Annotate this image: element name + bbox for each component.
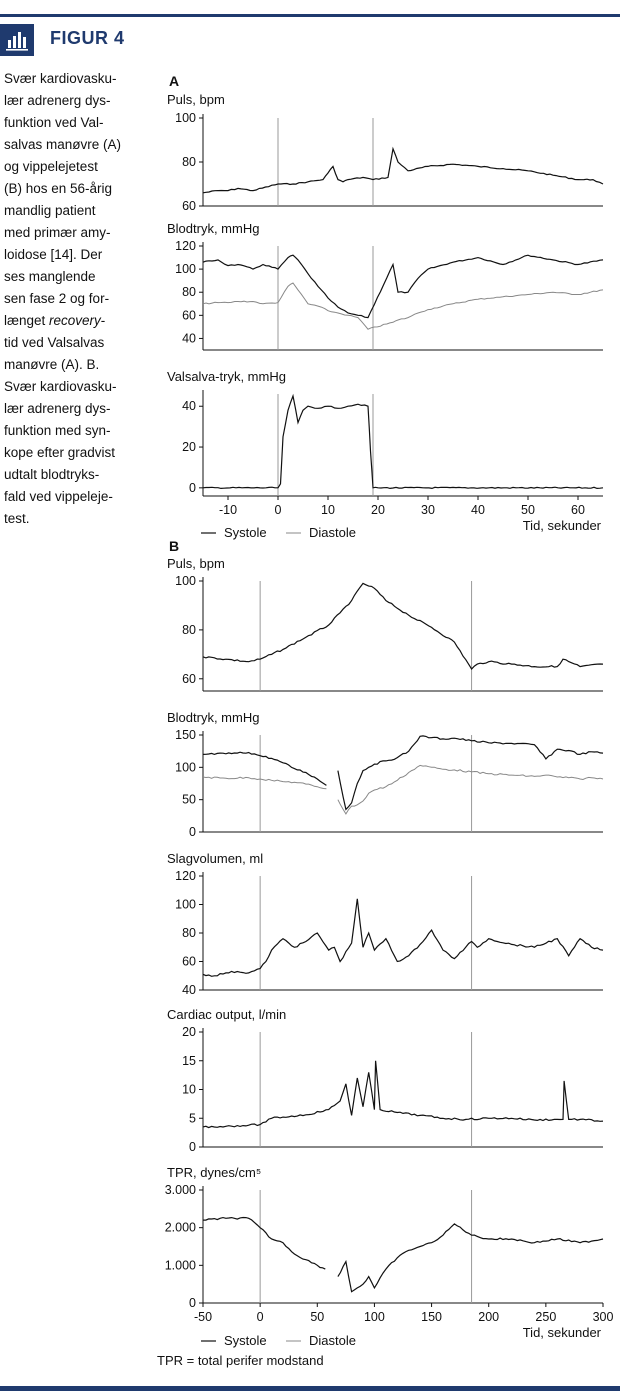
caption-line: loidose [14]. Der bbox=[4, 247, 103, 262]
b-tpr-x-tick-label: 250 bbox=[535, 1310, 557, 1324]
b-slagvolumen-y-tick-label: 40 bbox=[182, 983, 196, 997]
b-cardiac-output-y-tick-label: 20 bbox=[182, 1025, 196, 1039]
caption-line: lær adrenerg dys- bbox=[4, 93, 111, 108]
b-slagvolumen-title: Slagvolumen, ml bbox=[167, 851, 264, 866]
bottom-rule bbox=[0, 1386, 620, 1391]
a-blodtryk-y-tick-label: 60 bbox=[182, 308, 196, 323]
caption-line: og vippelejetest bbox=[4, 159, 98, 174]
b-cardiac-output-title: Cardiac output, l/min bbox=[167, 1007, 287, 1022]
a-valsalva-x-tick-label: 50 bbox=[521, 503, 535, 517]
b-blodtryk-y-tick-label: 0 bbox=[189, 825, 196, 839]
b-tpr-series-line bbox=[203, 1218, 325, 1270]
b-puls-title: Puls, bpm bbox=[167, 556, 225, 571]
b-tpr-x-tick-label: 150 bbox=[421, 1310, 443, 1324]
b-cardiac-output-y-tick-label: 10 bbox=[182, 1082, 196, 1097]
b-tpr-x-tick-label: -50 bbox=[193, 1310, 213, 1324]
a-valsalva-y-tick-label: 20 bbox=[182, 440, 196, 455]
a-blodtryk-y-tick-label: 100 bbox=[175, 262, 196, 277]
b-puls-y-tick-label: 80 bbox=[182, 622, 196, 637]
b-cardiac-output-y-tick-label: 5 bbox=[189, 1111, 196, 1126]
panel-b-label: B bbox=[169, 538, 180, 554]
caption-line: (B) hos en 56-årig bbox=[4, 181, 113, 196]
legend-a-systole-label: Systole bbox=[224, 525, 267, 540]
footnote: TPR = total perifer modstand bbox=[157, 1353, 324, 1368]
a-valsalva-x-tick-label: -10 bbox=[218, 503, 238, 517]
caption-line: Svær kardiovasku- bbox=[4, 379, 117, 394]
a-blodtryk-title: Blodtryk, mmHg bbox=[167, 221, 260, 236]
b-tpr-x-tick-label: 50 bbox=[310, 1310, 325, 1324]
b-cardiac-output-y-tick-label: 0 bbox=[189, 1140, 196, 1154]
panel-a-label: A bbox=[169, 73, 180, 89]
caption-line: test. bbox=[4, 511, 30, 526]
b-tpr-y-tick-label: 3.000 bbox=[164, 1183, 196, 1197]
a-valsalva-series-line bbox=[203, 396, 603, 488]
caption-line: Svær kardiovasku- bbox=[4, 71, 117, 86]
b-blodtryk-diastole-line bbox=[203, 777, 326, 789]
caption-line: fald ved vippeleje- bbox=[4, 489, 113, 504]
a-puls-y-tick-label: 100 bbox=[175, 111, 196, 125]
b-tpr-x-tick-label: 0 bbox=[256, 1310, 264, 1324]
b-tpr-x-tick-label: 100 bbox=[363, 1310, 385, 1324]
b-slagvolumen-y-tick-label: 80 bbox=[182, 926, 196, 940]
a-puls-title: Puls, bpm bbox=[167, 92, 225, 107]
b-puls-y-tick-label: 100 bbox=[175, 574, 196, 588]
a-puls-y-tick-label: 60 bbox=[182, 199, 196, 213]
b-slagvolumen-y-tick-label: 60 bbox=[182, 954, 196, 969]
caption-line: udtalt blodtryks- bbox=[4, 467, 100, 482]
b-blodtryk-y-tick-label: 100 bbox=[175, 760, 196, 775]
a-valsalva-x-tick-label: 20 bbox=[371, 503, 385, 517]
caption-line: længet recovery- bbox=[4, 313, 106, 328]
b-cardiac-output-series-line bbox=[203, 1061, 603, 1128]
caption-line: lær adrenerg dys- bbox=[4, 401, 111, 416]
b-tpr-y-tick-label: 2.000 bbox=[164, 1220, 196, 1235]
a-blodtryk-series-line bbox=[203, 255, 603, 317]
legend-b-diastole-label: Diastole bbox=[309, 1333, 356, 1348]
b-blodtryk-diastole-line bbox=[338, 765, 603, 814]
b-slagvolumen-series-line bbox=[203, 899, 603, 977]
b-slagvolumen-y-tick-label: 100 bbox=[175, 897, 196, 912]
a-valsalva-y-tick-label: 40 bbox=[182, 399, 196, 414]
caption-line: funktion ved Val- bbox=[4, 115, 104, 130]
b-cardiac-output-y-tick-label: 15 bbox=[182, 1053, 196, 1068]
legend-b-systole-label: Systole bbox=[224, 1333, 267, 1348]
a-puls-y-tick-label: 80 bbox=[182, 155, 196, 169]
b-tpr-x-label: Tid, sekunder bbox=[522, 1325, 601, 1340]
a-valsalva-x-tick-label: 0 bbox=[274, 503, 282, 517]
a-blodtryk-y-tick-label: 80 bbox=[182, 285, 196, 300]
a-puls-series-line bbox=[203, 149, 603, 193]
b-blodtryk-title: Blodtryk, mmHg bbox=[167, 710, 260, 725]
b-tpr-x-tick-label: 200 bbox=[478, 1310, 500, 1324]
b-tpr-title: TPR, dynes/cm⁵ bbox=[167, 1165, 262, 1180]
caption-line: funktion med syn- bbox=[4, 423, 111, 438]
b-puls-y-tick-label: 60 bbox=[182, 671, 196, 686]
caption-line: tid ved Valsalvas bbox=[4, 335, 105, 350]
caption-line: mandlig patient bbox=[4, 203, 96, 218]
figure-label: FIGUR 4 bbox=[50, 28, 125, 48]
caption-line: sen fase 2 og for- bbox=[4, 291, 110, 306]
b-blodtryk-y-tick-label: 50 bbox=[182, 792, 196, 807]
b-slagvolumen-y-tick-label: 120 bbox=[175, 869, 196, 883]
a-valsalva-x-tick-label: 10 bbox=[321, 503, 335, 517]
a-blodtryk-y-tick-label: 40 bbox=[182, 331, 196, 346]
b-tpr-y-tick-label: 1.000 bbox=[164, 1258, 196, 1273]
caption-line: ses manglende bbox=[4, 269, 96, 284]
a-valsalva-x-tick-label: 40 bbox=[471, 503, 485, 517]
b-blodtryk-series-line bbox=[338, 736, 603, 810]
a-valsalva-title: Valsalva-tryk, mmHg bbox=[167, 369, 286, 384]
a-valsalva-y-tick-label: 0 bbox=[189, 480, 196, 495]
caption-line: kope efter gradvist bbox=[4, 445, 116, 460]
b-puls-series-line bbox=[203, 583, 603, 669]
caption-line: salvas manøvre (A) bbox=[4, 137, 122, 152]
b-tpr-x-tick-label: 300 bbox=[592, 1310, 614, 1324]
a-valsalva-x-tick-label: 60 bbox=[571, 503, 585, 517]
legend-a-diastole-label: Diastole bbox=[309, 525, 356, 540]
a-blodtryk-diastole-line bbox=[203, 283, 603, 329]
a-valsalva-x-label: Tid, sekunder bbox=[522, 518, 601, 533]
a-blodtryk-y-tick-label: 120 bbox=[175, 239, 196, 253]
b-blodtryk-y-tick-label: 150 bbox=[175, 728, 196, 742]
a-valsalva-x-tick-label: 30 bbox=[421, 503, 435, 517]
b-tpr-series-line bbox=[338, 1224, 603, 1292]
b-tpr-y-tick-label: 0 bbox=[189, 1296, 196, 1310]
caption-line: manøvre (A). B. bbox=[4, 357, 100, 372]
caption-line: med primær amy- bbox=[4, 225, 111, 240]
